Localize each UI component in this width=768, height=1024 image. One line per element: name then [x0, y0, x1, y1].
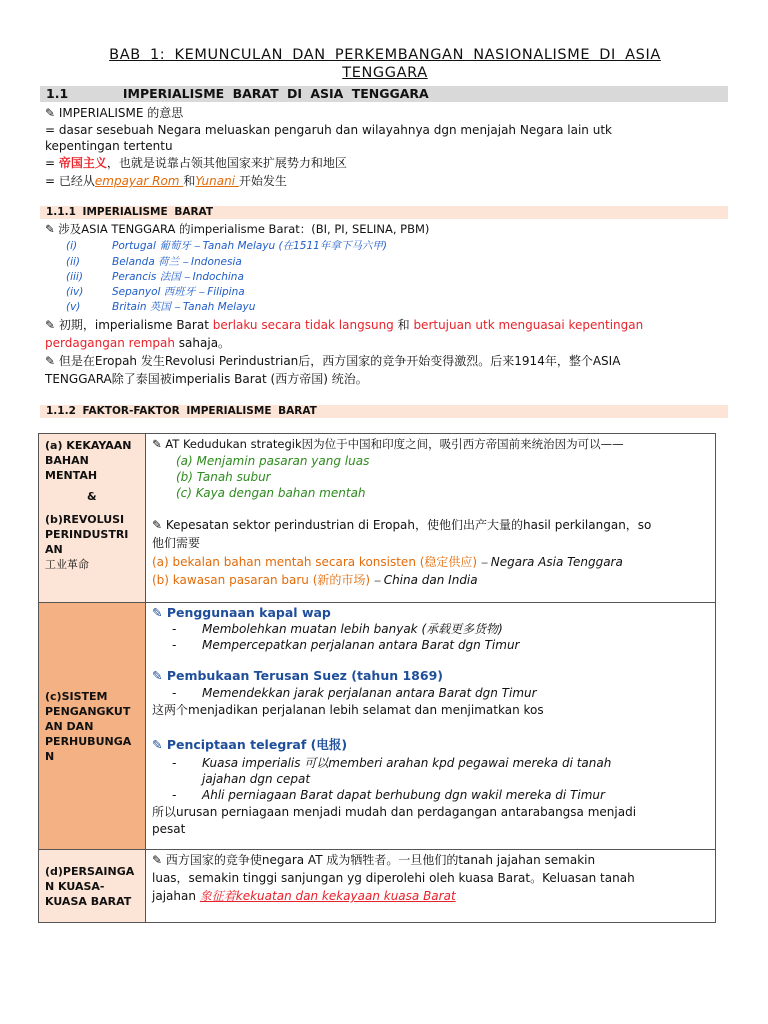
list-item: (i) Portugal 葡萄牙 ⎯ Tanah Melayu (在1511年拿下马六甲): [66, 240, 387, 252]
factor-detail-cell: ✎ AT Kedudukan strategik因为位于中国和印度之间，吸引西方帝国前来统治因为可以—— (a) Menjamin pasaran yang luas (b) Tanah subur (c) Kaya dengan bahan mentah ✎ Kepesatan sektor perindustrian di Eropah，使他们出产大量的hasil perkilangan，so 他们需要 (a) bekalan bahan mentah secara konsisten (稳定供应) ⎯ Negara Asia Tenggara (b) kawasan pasaran baru (新的市场) ⎯ China dan India: [146, 434, 716, 603]
paragraph-2-line-1: ✎ 但是在Eropah 发生Revolusi Perindustrian后，西方国家的竞争开始变得激烈。后来1914年，整个ASIA: [45, 354, 621, 368]
intro-prefix: =: [45, 156, 59, 170]
intro-line-5: [45, 173, 725, 189]
intro-end: 开始发生: [238, 174, 287, 188]
yunani-text: Yunani: [195, 174, 239, 188]
section-title: IMPERIALISME BARAT DI ASIA TENGGARA: [122, 86, 429, 101]
list-item: (iv) Sepanyol 西班牙 ⎯ Filipina: [66, 286, 245, 298]
intro-and: 和: [183, 174, 196, 188]
list-item: (ii) Belanda 荷兰 ⎯ Indonesia: [66, 256, 242, 268]
paragraph-1-line-2: perdagangan rempah sahaja。: [45, 336, 231, 350]
section-number: 1.1: [46, 86, 69, 101]
kapal-wap-heading: ✎ Penggunaan kapal wap: [152, 605, 331, 620]
paragraph-1-line-1: ✎ 初期，imperialisme Barat berlaku secara tidak langsung 和 bertujuan utk menguasai kepentingan: [45, 318, 644, 332]
intro-prefix-2: = 已经从: [45, 174, 95, 188]
table-row: [39, 850, 716, 923]
table-row: [39, 434, 716, 603]
subsection-2-heading: 1.1.2 FAKTOR-FAKTOR IMPERIALISME BARAT: [40, 405, 728, 418]
intro-line-2: = dasar sesebuah Negara meluaskan pengaruh dan wilayahnya dgn menjajah Negara lain utk: [45, 123, 612, 137]
factor-detail-cell: ✎ Penggunaan kapal wap - Membolehkan muatan lebih banyak (承载更多货物) - Mempercepatkan perjalanan antara Barat dgn Timur ✎ Pembukaan Terusan Suez (tahun 1869) - Memendekkan jarak perjalanan antara Barat dgn Timur 这两个menjadikan perjalanan lebih selamat dan menjimatkan kos ✎ Penciptaan telegraf (电报) - Kuasa imperialis 可以memberi arahan kpd pegawai mereka di tanah jajahan dgn cepat - Ahli perniagaan Barat dapat berhubung dgn wakil mereka di Timur 所以urusan perniagaan menjadi mudah dan perdagangan antarabangsa menjadi pesat: [146, 603, 716, 850]
section-heading: [40, 86, 728, 102]
factors-table: [38, 433, 716, 923]
chapter-title-line-2: TENGGARA: [342, 65, 428, 81]
chapter-title-line-1: BAB 1: KEMUNCULAN DAN PERKEMBANGAN NASIONALISME DI ASIA: [109, 47, 661, 63]
empayar-rom-text: empayar Rom: [94, 174, 184, 188]
intro-line-3: kepentingan tertentu: [45, 139, 173, 153]
factor-label-cell: (c)SISTEM PENGANGKUT AN DAN PERHUBUNGA N: [39, 603, 146, 850]
factor-label-cell: (d)PERSAINGA N KUASA- KUASA BARAT: [39, 850, 146, 923]
intro-line-4: [45, 155, 725, 171]
subsection-1-heading: 1.1.1 IMPERIALISME BARAT: [40, 206, 728, 219]
factor-detail-cell: ✎ 西方国家的竞争使negara AT 成为牺牲者。一旦他们的tanah jajahan semakin luas，semakin tinggi sanjungan yg diperolehi oleh kuasa Barat。Keluasan tanah jajahan 象征着kekuatan dan kekayaan kuasa Barat: [146, 850, 716, 923]
chapter-title: [40, 46, 730, 82]
terusan-suez-heading: ✎ Pembukaan Terusan Suez (tahun 1869): [152, 668, 443, 683]
table-row: [39, 603, 716, 850]
intro-definition: ，也就是说靠占领其他国家来扩展势力和地区: [106, 156, 347, 170]
paragraph-2-line-2: TENGGARA除了泰国被imperialis Barat (西方帝国) 统治。: [45, 372, 368, 386]
intro-line-1: ✎ IMPERIALISME 的意思: [45, 106, 184, 120]
subsection-1-lead: ✎ 涉及ASIA TENGGARA 的imperialisme Barat：(BI, PI, SELINA, PBM): [45, 222, 430, 236]
telegraf-heading: ✎ Penciptaan telegraf (电报): [152, 737, 348, 752]
list-item: (v) Britain 英国 ⎯ Tanah Melayu: [66, 301, 256, 313]
intro-highlight: 帝国主义: [58, 156, 107, 170]
factor-label-cell: (a) KEKAYAAN BAHAN MENTAH & (b)REVOLUSI PERINDUSTRI AN 工业革命: [39, 434, 146, 603]
list-item: (iii) Perancis 法国 ⎯ Indochina: [66, 271, 244, 283]
